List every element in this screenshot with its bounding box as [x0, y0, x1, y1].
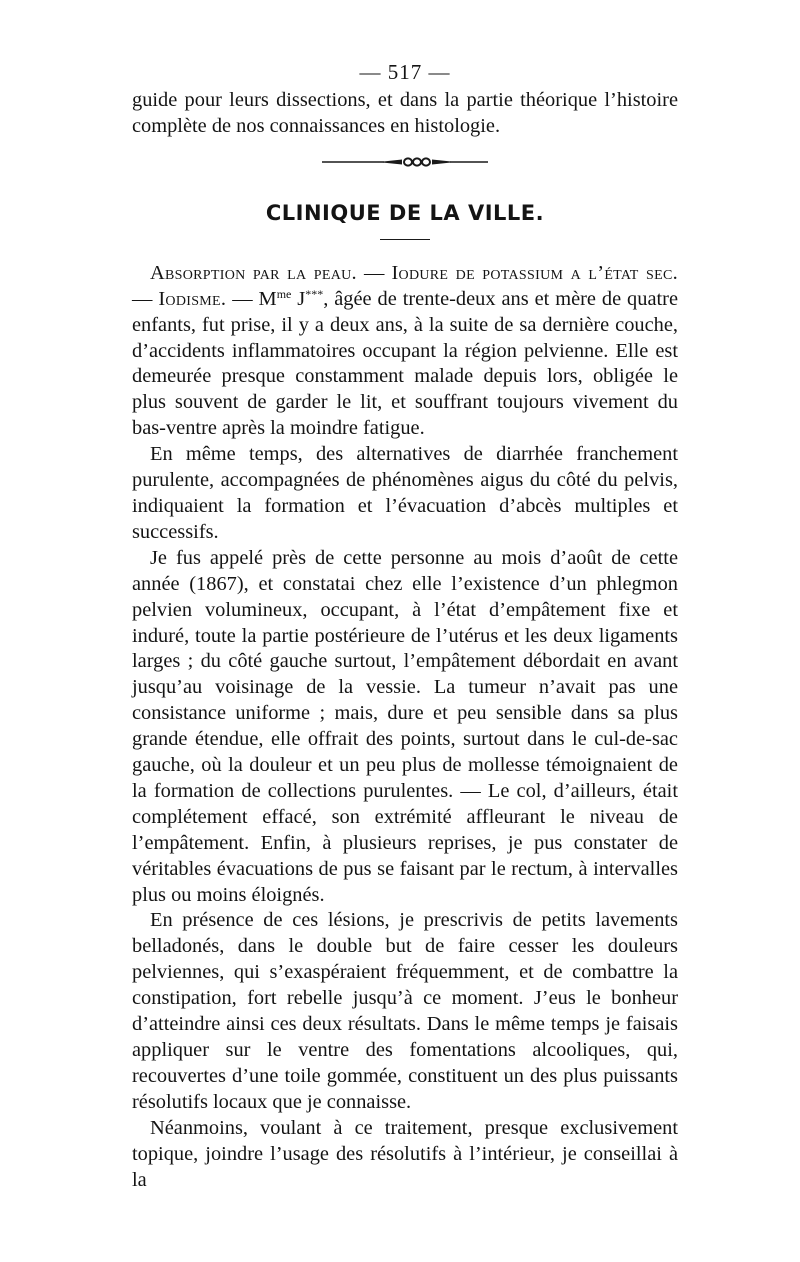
subheading-dash-3: —: [226, 287, 259, 310]
subheading-dash-1: —: [356, 261, 392, 284]
case-paragraph-1: [132, 261, 678, 442]
subheading-iodisme: Iodisme.: [158, 287, 227, 310]
subheading-dash-2: —: [132, 287, 159, 310]
subheading-iodure: Iodure de potassium a l’état sec.: [391, 261, 678, 284]
section-divider: [380, 239, 430, 240]
patient-initial: J: [291, 287, 306, 310]
page-number: — 517 —: [359, 60, 451, 84]
case-paragraph-3: Je fus appelé près de cette personne au mois d’août de cette année (1867), et constatai chez elle l’existence d’un phlegmon pelvien volumineux, occupant, à l’état d’empâtement fixe et induré, toute la partie postérieure de l’utérus et les deux ligaments larges ; du côté gauche surtout, l’empâtement débordait en avant jusqu’au voisinage de la vessie. La tumeur n’avait pas une consistance uniforme ; mais, dure et peu sensible dans sa plus grande étendue, elle offrait des points, surtout dans le cul-de-sac gauche, où la douleur et un peu plus de mollesse témoignaient de la formation de collections purulentes. — Le col, d’ailleurs, était complétement effacé, son extrémité affleurant le niveau de l’empâtement. Enfin, à plusieurs reprises, je pus constater de véritables évacuations de pus se faisant par le rectum, à intervalles plus ou moins éloignés.: [132, 546, 678, 906]
subheading-absorption: Absorption par la peau.: [150, 261, 357, 284]
patient-initial-sup: ***: [305, 286, 324, 301]
patient-title-sup: me: [276, 286, 292, 301]
patient-title: M: [258, 287, 277, 310]
case-paragraph-4: En présence de ces lésions, je prescrivis de petits lavements belladonés, dans le double but de faire cesser les douleurs pelviennes, qui s’exaspéraient fréquemment, et de combattre la constipation, fort rebelle jusqu’à ce moment. J’eus le bonheur d’atteindre ainsi ces deux résultats. Dans le même temps je faisais appliquer sur le ventre des fomentations alcooliques, qui, recouvertes d’une toile gommée, constituent un des plus puissants résolutifs locaux que je connaisse.: [132, 909, 678, 1113]
intro-paragraph: guide pour leurs dissections, et dans la partie théorique l’histoire complète de nos connaissances en histologie.: [132, 89, 678, 137]
case-paragraph-5: Néanmoins, voulant à ce traitement, presque exclusivement topique, joindre l’usage des résolutifs à l’intérieur, je conseillai à la: [132, 1116, 678, 1191]
section-title: CLINIQUE DE LA VILLE.: [265, 200, 545, 225]
case-paragraph-2: En même temps, des alternatives de diarrhée franchement purulente, accompagnées de phénomènes aigus du côté du pelvis, indiquaient la formation et l’évacuation d’abcès multiples et successifs.: [132, 443, 678, 543]
book-page: [132, 58, 678, 1193]
decorative-divider-icon: [320, 156, 490, 168]
case-paragraph-1-text: , âgée de trente-deux ans et mère de quatre enfants, fut prise, il y a deux ans, à la suite de sa dernière couche, d’accidents inflammatoires occupant la région pelvienne. Elle est demeurée presque constamment malade depuis lors, obligée le plus souvent de garder le lit, et souffrant toujours vivement du bas-ventre après la moindre fatigue.: [132, 287, 679, 440]
